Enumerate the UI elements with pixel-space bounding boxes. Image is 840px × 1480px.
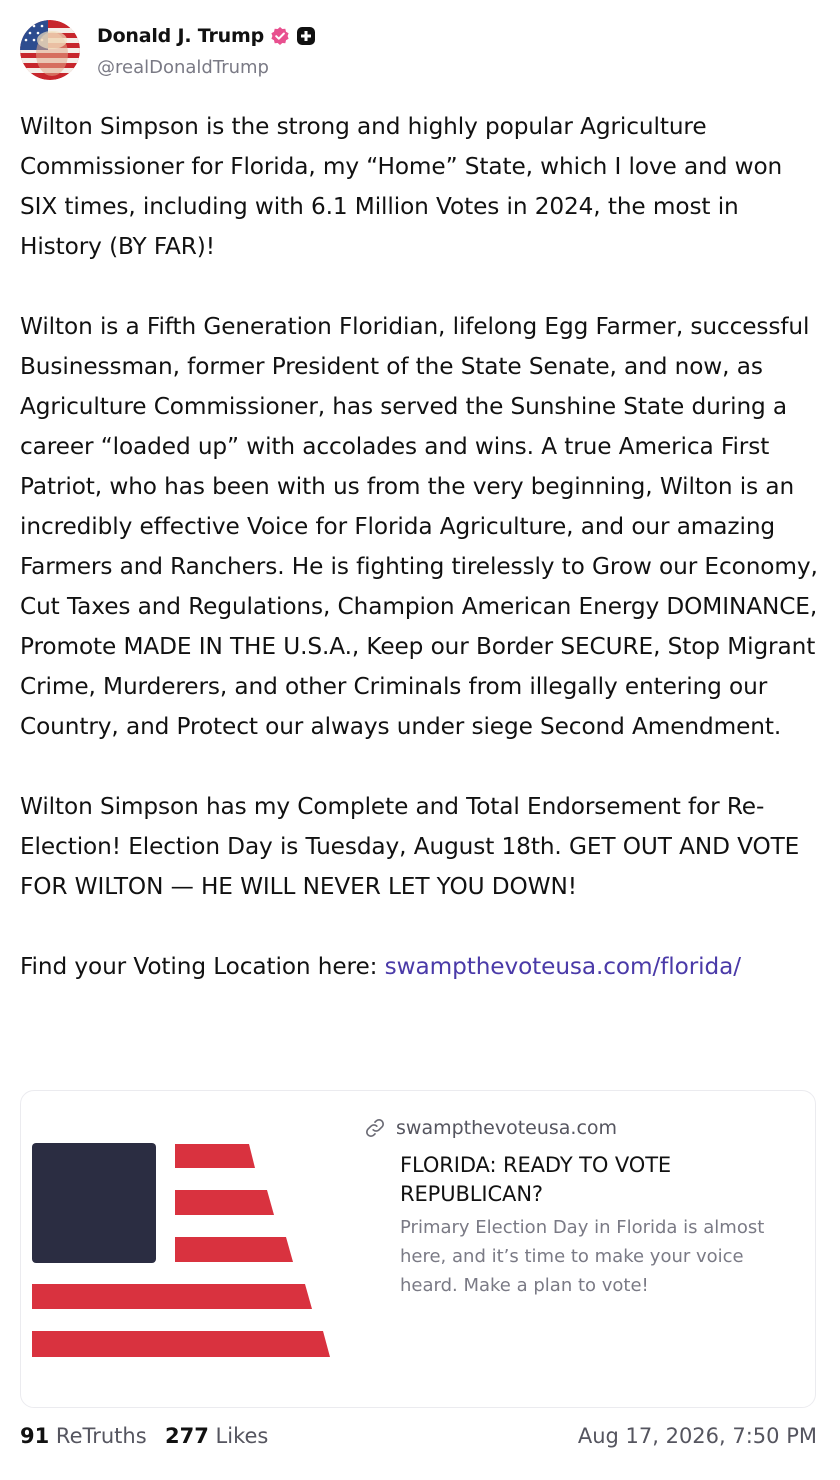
post-timestamp[interactable]: Aug 17, 2026, 7:50 PM	[577, 1424, 817, 1448]
plus-badge-icon	[296, 26, 316, 46]
card-title[interactable]: FLORIDA: READY TO VOTE REPUBLICAN?	[400, 1153, 672, 1206]
card-domain: swampthevoteusa.com	[396, 1117, 618, 1139]
likes-stat[interactable]	[165, 1424, 268, 1448]
card-domain-row	[364, 1117, 617, 1139]
card-description: Primary Election Day in Florida is almost here, and it’s time to make your voice heard. Make a plan to vote!	[400, 1217, 765, 1296]
post-text	[20, 107, 820, 987]
likes-label: Likes	[215, 1424, 269, 1448]
post-paragraph: Wilton Simpson has my Complete and Total Endorsement for Re-Election! Election Day is Tuesday, August 18th. GET OUT AND VOTE FOR WILTON — HE WILL NEVER LET YOU DOWN!	[20, 793, 800, 900]
post-paragraph: Wilton Simpson is the strong and highly popular Agriculture Commissioner for Florida, my “Home” State, which I love and won SIX times, including with 6.1 Million Votes in 2024, the most in History (BY FAR)!	[20, 113, 783, 260]
voting-location-link[interactable]: swampthevoteusa.com/florida/	[384, 953, 741, 980]
retruths-label: ReTruths	[55, 1424, 147, 1448]
voting-location-line	[20, 947, 820, 987]
post-header	[20, 20, 820, 82]
voting-location-prefix: Find your Voting Location here:	[20, 953, 385, 980]
author-name[interactable]: Donald J. Trump	[97, 25, 264, 47]
author-avatar[interactable]	[20, 20, 80, 80]
retruths-stat[interactable]	[20, 1424, 147, 1448]
verified-badge-icon	[270, 26, 290, 46]
flag-preview-image	[29, 1139, 335, 1363]
author-handle[interactable]: @realDonaldTrump	[97, 57, 269, 78]
likes-count: 277	[165, 1424, 209, 1448]
link-icon	[364, 1117, 386, 1139]
link-preview-card[interactable]	[20, 1090, 816, 1408]
retruths-count: 91	[20, 1424, 50, 1448]
post-footer	[20, 1424, 820, 1456]
post-paragraph: Wilton is a Fifth Generation Floridian, lifelong Egg Farmer, successful Businessman, former President of the State Senate, and now, as Agriculture Commissioner, has served the Sunshine State during a career “loaded up” with accolades and wins. A true America First Patriot, who has been with us from the very beginning, Wilton is an incredibly effective Voice for Florida Agriculture, and our amazing Farmers and Ranchers. He is fighting tirelessly to Grow our Economy, Cut Taxes and Regulations, Champion American Energy DOMINANCE, Promote MADE IN THE U.S.A., Keep our Border SECURE, Stop Migrant Crime, Murderers, and other Criminals from illegally entering our Country, and Protect our always under siege Second Amendment.	[20, 313, 818, 740]
